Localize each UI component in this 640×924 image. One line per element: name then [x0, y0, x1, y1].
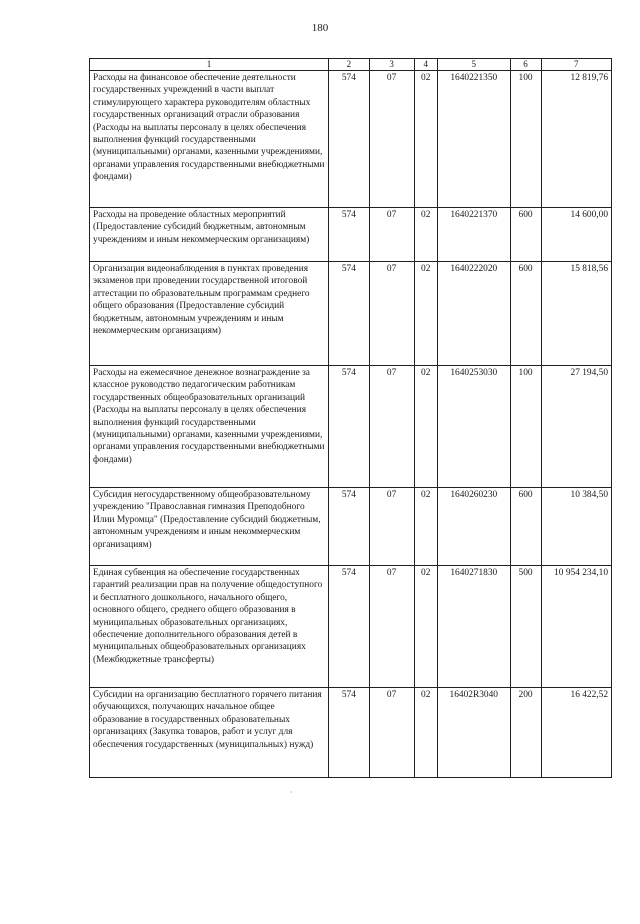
- target-article-code: 1640253030: [437, 366, 510, 488]
- header-cell: 5: [437, 59, 510, 71]
- subsection-code: 02: [414, 208, 437, 262]
- section-code: 07: [369, 366, 414, 488]
- expense-type-code: 200: [510, 688, 541, 778]
- ministry-code: 574: [329, 566, 370, 688]
- subsection-code: 02: [414, 566, 437, 688]
- target-article-code: 1640260230: [437, 488, 510, 566]
- expense-type-code: 100: [510, 366, 541, 488]
- table-row: [90, 688, 612, 778]
- table-row: [90, 208, 612, 262]
- scan-mark: ·: [290, 788, 293, 797]
- expense-type-code: 600: [510, 488, 541, 566]
- target-article-code: 1640221370: [437, 208, 510, 262]
- header-cell: 1: [90, 59, 329, 71]
- subsection-code: 02: [414, 262, 437, 366]
- section-code: 07: [369, 262, 414, 366]
- row-description: Субсидия негосударственному общеобразовательному учреждению "Православная гимназия Преподобного Илии Муромца" (Предоставление субсидий бюджетным, автономным учреждениям и иным некоммерческим организациям): [90, 488, 329, 566]
- row-description: Субсидии на организацию бесплатного горячего питания обучающихся, получающих начальное общее образование в государственных образовательных организациях (Закупка товаров, работ и услуг для обеспечения государственных (муниципальных) нужд): [90, 688, 329, 778]
- expense-type-code: 100: [510, 71, 541, 208]
- expense-type-code: 600: [510, 262, 541, 366]
- row-description: Расходы на проведение областных мероприятий (Предоставление субсидий бюджетным, автономным учреждениям и иным некоммерческим организациям): [90, 208, 329, 262]
- section-code: 07: [369, 566, 414, 688]
- ministry-code: 574: [329, 71, 370, 208]
- row-description: Расходы на ежемесячное денежное вознаграждение за классное руководство педагогическим работникам государственных общеобразовательных организаций (Расходы на выплаты персоналу в целях обеспечения выполнения функций государственными (муниципальными) органами, казенными учреждениями, органами управления государственными внебюджетными фондами): [90, 366, 329, 488]
- header-cell: 7: [541, 59, 611, 71]
- amount: 10 384,50: [541, 488, 611, 566]
- target-article-code: 1640271830: [437, 566, 510, 688]
- section-code: 07: [369, 71, 414, 208]
- ministry-code: 574: [329, 366, 370, 488]
- table-header-row: [90, 59, 612, 71]
- ministry-code: 574: [329, 688, 370, 778]
- section-code: 07: [369, 488, 414, 566]
- target-article-code: 1640221350: [437, 71, 510, 208]
- subsection-code: 02: [414, 71, 437, 208]
- row-description: Единая субвенция на обеспечение государственных гарантий реализации прав на получение общедоступного и бесплатного дошкольного, начального общего, основного общего, среднего общего образования в муниципальных образовательных организациях, обеспечение дополнительного образования детей в муниципальных общеобразовательных организациях (Межбюджетные трансферты): [90, 566, 329, 688]
- header-cell: 6: [510, 59, 541, 71]
- amount: 14 600,00: [541, 208, 611, 262]
- budget-table: [89, 58, 612, 778]
- header-cell: 2: [329, 59, 370, 71]
- table-row: [90, 566, 612, 688]
- ministry-code: 574: [329, 208, 370, 262]
- target-article-code: 1640222020: [437, 262, 510, 366]
- row-description: Организация видеонаблюдения в пунктах проведения экзаменов при проведении государственной итоговой аттестации по образовательным программам среднего общего образования (Предоставление субсидий бюджетным, автономным учреждениям и иным некоммерческим организациям): [90, 262, 329, 366]
- expense-type-code: 600: [510, 208, 541, 262]
- row-description: Расходы на финансовое обеспечение деятельности государственных учреждений в части выплат стимулирующего характера руководителям областных государственных организаций отрасли образования (Расходы на выплаты персоналу в целях обеспечения выполнения функций государственными (муниципальными) органами, казенными учреждениями, органами управления государственными внебюджетными фондами): [90, 71, 329, 208]
- target-article-code: 16402R3040: [437, 688, 510, 778]
- amount: 27 194,50: [541, 366, 611, 488]
- amount: 12 819,76: [541, 71, 611, 208]
- ministry-code: 574: [329, 262, 370, 366]
- amount: 15 818,56: [541, 262, 611, 366]
- section-code: 07: [369, 208, 414, 262]
- table-row: [90, 71, 612, 208]
- page-number: 180: [311, 22, 329, 34]
- table-row: [90, 488, 612, 566]
- subsection-code: 02: [414, 688, 437, 778]
- expense-type-code: 500: [510, 566, 541, 688]
- amount: 10 954 234,10: [541, 566, 611, 688]
- amount: 16 422,52: [541, 688, 611, 778]
- table-row: [90, 262, 612, 366]
- section-code: 07: [369, 688, 414, 778]
- ministry-code: 574: [329, 488, 370, 566]
- subsection-code: 02: [414, 366, 437, 488]
- header-cell: 4: [414, 59, 437, 71]
- subsection-code: 02: [414, 488, 437, 566]
- header-cell: 3: [369, 59, 414, 71]
- table-row: [90, 366, 612, 488]
